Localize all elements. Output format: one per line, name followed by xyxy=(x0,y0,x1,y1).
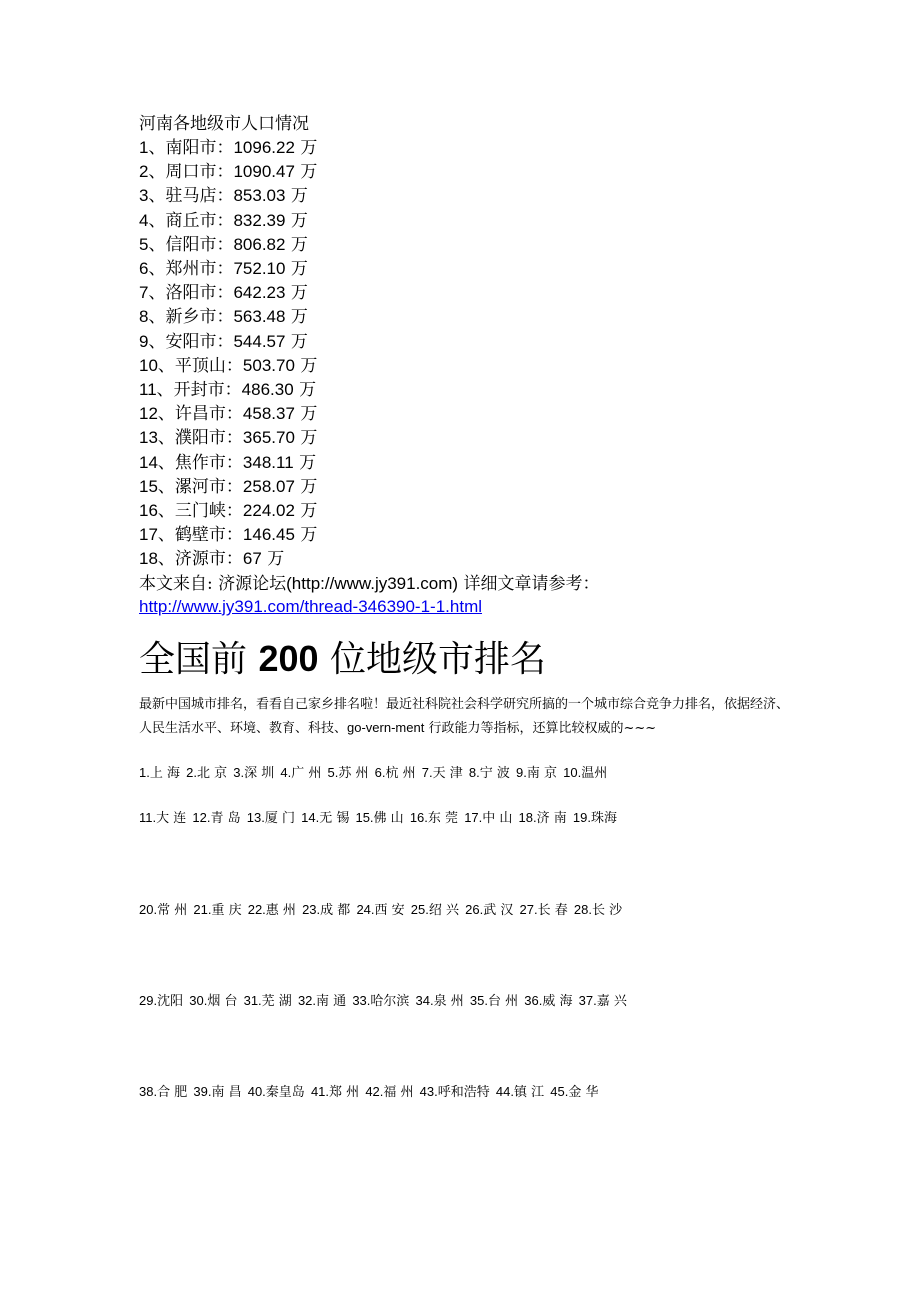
population-unit: 万 xyxy=(300,525,318,546)
ranking-number: 29. xyxy=(139,993,158,1008)
ranking-city: 杭 州 xyxy=(385,766,416,781)
population-item xyxy=(139,160,799,184)
population-unit: 万 xyxy=(300,355,318,376)
ranking-number: 25. xyxy=(410,902,429,917)
population-value: 224.02 xyxy=(242,501,295,521)
population-city: 开封市： xyxy=(173,380,242,401)
ranking-city: 南 昌 xyxy=(211,1085,242,1100)
ranking-number: 3. xyxy=(233,765,245,780)
ranking-row xyxy=(139,762,609,785)
ranking-city: 天 津 xyxy=(432,766,463,781)
ranking-row xyxy=(139,990,629,1013)
ranking-item xyxy=(328,766,369,781)
population-unit: 万 xyxy=(299,452,317,473)
ranking-item xyxy=(422,766,463,781)
ranking-row xyxy=(139,807,619,830)
population-rank: 11、 xyxy=(139,380,174,400)
ranking-number: 35. xyxy=(469,993,488,1008)
ranking-city: 秦皇岛 xyxy=(265,1085,305,1100)
ranking-city: 北 京 xyxy=(196,766,228,781)
ranking-item xyxy=(280,766,321,781)
ranking-item xyxy=(410,811,458,826)
ranking-city: 南 京 xyxy=(526,766,557,781)
ranking-city: 烟 台 xyxy=(207,994,238,1009)
ranking-number: 21. xyxy=(193,902,212,917)
population-item xyxy=(139,523,799,547)
population-unit: 万 xyxy=(300,404,318,425)
ranking-item xyxy=(139,811,186,826)
population-item xyxy=(139,281,799,305)
ranking-item xyxy=(579,994,627,1009)
ranking-item xyxy=(496,1085,544,1100)
source-suffix: 详细文章请参考： xyxy=(458,573,600,594)
population-city: 鹤壁市： xyxy=(174,525,243,546)
population-city: 洛阳市： xyxy=(165,283,234,304)
population-item xyxy=(139,499,799,523)
ranking-item xyxy=(193,1085,241,1100)
ranking-number: 22. xyxy=(247,902,266,917)
ranking-item xyxy=(550,1085,598,1100)
population-item xyxy=(139,209,799,233)
ranking-city: 无 锡 xyxy=(319,811,350,826)
population-rank: 1、 xyxy=(139,138,166,157)
population-city: 许昌市： xyxy=(174,404,243,425)
population-rank: 3、 xyxy=(139,186,166,206)
ranking-item xyxy=(139,1085,187,1100)
ranking-title-post: 位地级市排名 xyxy=(330,638,547,680)
population-item xyxy=(139,426,799,450)
population-item xyxy=(139,475,799,499)
ranking-city: 长 春 xyxy=(537,903,568,918)
population-value: 146.45 xyxy=(242,525,295,545)
ranking-item xyxy=(192,811,240,826)
population-item xyxy=(139,354,799,378)
ranking-item xyxy=(248,1085,305,1100)
ranking-number: 16. xyxy=(409,810,428,825)
document-page xyxy=(139,112,799,740)
population-city: 信阳市： xyxy=(165,234,234,255)
population-item xyxy=(139,233,799,257)
ranking-item xyxy=(520,903,568,918)
population-rank: 7、 xyxy=(139,283,166,303)
source-prefix: 本文来自: 济源论坛 xyxy=(139,573,287,594)
ranking-number: 32. xyxy=(297,993,317,1008)
population-value: 642.23 xyxy=(233,283,286,303)
ranking-city: 芜 湖 xyxy=(261,994,292,1009)
ranking-item xyxy=(563,766,607,781)
intro-part1: 最新中国城市排名，看看自己家乡排名啦！最近社科院社会科学研究所搞的一个城市综合竞争力排名，依据经济、人民生活水平、环境、教育、科技、 xyxy=(139,696,790,736)
population-value: 853.03 xyxy=(233,186,286,206)
population-rank: 2、 xyxy=(139,162,166,182)
ranking-number: 26. xyxy=(465,902,484,917)
ranking-number: 34. xyxy=(415,993,434,1008)
population-item xyxy=(139,257,799,281)
ranking-number: 45. xyxy=(550,1084,569,1099)
source-link-line xyxy=(139,596,799,618)
ranking-city: 东 莞 xyxy=(427,811,459,826)
population-city: 周口市： xyxy=(165,162,234,183)
ranking-city: 成 都 xyxy=(320,903,351,918)
ranking-city: 重 庆 xyxy=(211,903,242,918)
ranking-item xyxy=(248,903,296,918)
population-unit: 万 xyxy=(290,307,308,328)
population-unit: 万 xyxy=(300,138,318,158)
ranking-number: 2. xyxy=(186,765,197,780)
ranking-city: 珠海 xyxy=(590,811,617,826)
ranking-city: 苏 州 xyxy=(338,766,369,781)
ranking-number: 17. xyxy=(464,810,483,825)
population-item xyxy=(139,305,799,329)
ranking-city: 台 州 xyxy=(487,994,519,1009)
population-value: 563.48 xyxy=(233,307,286,327)
population-rank: 17、 xyxy=(139,525,175,545)
population-city: 济源市： xyxy=(174,549,243,570)
source-site: (http://www.jy391.com) xyxy=(286,573,459,593)
ranking-item xyxy=(186,766,227,781)
population-rank: 18、 xyxy=(139,549,175,569)
ranking-number: 12. xyxy=(192,810,211,825)
ranking-city: 厦 门 xyxy=(264,811,295,826)
ranking-number: 6. xyxy=(374,765,386,780)
ranking-number: 15. xyxy=(355,810,374,825)
ranking-item xyxy=(416,994,464,1009)
ranking-row xyxy=(139,1081,600,1104)
ranking-title-pre: 全国前 xyxy=(139,638,248,680)
population-title: 河南各地级市人口情况 xyxy=(139,114,309,134)
ranking-number: 41. xyxy=(310,1084,330,1099)
ranking-item xyxy=(524,994,572,1009)
ranking-city: 呼和浩特 xyxy=(437,1085,490,1100)
ranking-city: 中 山 xyxy=(482,811,513,826)
ranking-city: 广 州 xyxy=(291,766,322,781)
population-city: 南阳市： xyxy=(165,138,234,158)
ranking-number: 14. xyxy=(301,810,320,825)
population-unit: 万 xyxy=(290,283,308,304)
ranking-item xyxy=(298,994,346,1009)
ranking-number: 18. xyxy=(518,810,537,825)
ranking-city: 惠 州 xyxy=(265,903,296,918)
population-item xyxy=(139,402,799,426)
ranking-city: 深 圳 xyxy=(244,766,275,781)
ranking-number: 24. xyxy=(356,902,375,917)
ranking-number: 4. xyxy=(280,765,292,780)
ranking-item xyxy=(301,811,349,826)
intro-part2: 行政能力等指标，还算比较权威的~~~ xyxy=(424,720,657,736)
ranking-city: 哈尔滨 xyxy=(370,994,410,1009)
ranking-item xyxy=(139,766,180,781)
population-unit: 万 xyxy=(300,428,318,449)
population-unit: 万 xyxy=(290,186,308,207)
ranking-city: 佛 山 xyxy=(373,811,404,826)
source-line xyxy=(139,572,799,596)
ranking-title-num: 200 xyxy=(258,637,319,679)
ranking-number: 27. xyxy=(519,902,538,917)
ranking-number: 43. xyxy=(419,1084,438,1099)
population-rank: 9、 xyxy=(139,331,166,351)
ranking-number: 8. xyxy=(468,765,480,780)
ranking-number: 36. xyxy=(524,993,543,1008)
population-unit: 万 xyxy=(267,549,285,570)
ranking-city: 常 州 xyxy=(157,903,188,918)
ranking-number: 1. xyxy=(139,765,150,780)
ranking-city: 济 南 xyxy=(536,811,567,826)
ranking-item xyxy=(233,766,274,781)
ranking-city: 长 沙 xyxy=(591,903,623,918)
ranking-item xyxy=(355,811,403,826)
ranking-item xyxy=(193,903,241,918)
ranking-city: 南 通 xyxy=(316,994,347,1009)
ranking-city: 武 汉 xyxy=(483,903,514,918)
ranking-title xyxy=(139,634,799,685)
ranking-city: 威 海 xyxy=(542,994,573,1009)
ranking-number: 20. xyxy=(139,902,158,917)
ranking-city: 嘉 兴 xyxy=(596,994,627,1009)
ranking-item xyxy=(302,903,350,918)
ranking-item xyxy=(465,903,513,918)
ranking-city: 金 华 xyxy=(568,1085,599,1100)
population-value: 503.70 xyxy=(242,355,295,375)
population-value: 832.39 xyxy=(233,210,286,230)
ranking-number: 13. xyxy=(246,810,265,825)
population-value: 806.82 xyxy=(233,234,286,254)
population-unit: 万 xyxy=(300,476,318,497)
ranking-number: 11. xyxy=(139,810,157,825)
population-rank: 8、 xyxy=(139,307,166,327)
ranking-city: 泉 州 xyxy=(433,994,464,1009)
population-value: 67 xyxy=(242,549,262,569)
ranking-item xyxy=(189,994,237,1009)
population-unit: 万 xyxy=(290,210,308,231)
ranking-item xyxy=(519,811,567,826)
population-value: 1096.22 xyxy=(233,138,295,157)
ranking-item xyxy=(375,766,416,781)
population-value: 365.70 xyxy=(242,428,295,448)
population-city: 漯河市： xyxy=(174,476,243,497)
population-city: 濮阳市： xyxy=(174,428,243,449)
ranking-item xyxy=(469,766,510,781)
intro-latin: go-vern-ment xyxy=(347,719,425,735)
ranking-city: 青 岛 xyxy=(210,811,241,826)
ranking-number: 30. xyxy=(189,993,208,1008)
population-item xyxy=(139,378,799,402)
ranking-city: 沈阳 xyxy=(157,994,184,1009)
ranking-city: 温州 xyxy=(581,766,608,781)
population-city: 郑州市： xyxy=(165,259,234,280)
population-city: 平顶山： xyxy=(174,355,243,376)
ranking-item xyxy=(516,766,557,781)
population-value: 258.07 xyxy=(242,476,295,496)
population-rank: 13、 xyxy=(139,428,175,448)
population-value: 486.30 xyxy=(241,380,294,400)
ranking-item xyxy=(244,994,292,1009)
ranking-item xyxy=(365,1085,413,1100)
ranking-city: 上 海 xyxy=(149,766,180,781)
population-unit: 万 xyxy=(299,380,317,401)
population-item xyxy=(139,184,799,208)
ranking-city: 郑 州 xyxy=(329,1085,360,1100)
ranking-city: 大 连 xyxy=(156,811,187,826)
ranking-item xyxy=(352,994,409,1009)
ranking-number: 37. xyxy=(578,993,597,1008)
ranking-number: 9. xyxy=(516,765,527,780)
ranking-city: 西 安 xyxy=(374,903,405,918)
ranking-intro xyxy=(139,693,789,740)
population-city: 三门峡： xyxy=(174,501,243,522)
ranking-item xyxy=(411,903,459,918)
ranking-city: 福 州 xyxy=(383,1085,414,1100)
ranking-number: 10. xyxy=(563,765,582,780)
population-city: 商丘市： xyxy=(165,210,234,231)
population-unit: 万 xyxy=(300,501,318,522)
population-city: 安阳市： xyxy=(165,331,234,352)
ranking-number: 19. xyxy=(572,810,591,825)
population-unit: 万 xyxy=(300,162,318,183)
ranking-number: 5. xyxy=(327,765,339,780)
population-rank: 12、 xyxy=(139,404,175,424)
ranking-item xyxy=(464,811,512,826)
ranking-number: 31. xyxy=(243,993,262,1008)
ranking-number: 38. xyxy=(139,1084,158,1099)
population-rank: 15、 xyxy=(139,476,175,496)
population-city: 焦作市： xyxy=(174,452,243,473)
population-city: 新乡市： xyxy=(165,307,234,328)
source-link[interactable]: http://www.jy391.com/thread-346390-1-1.html xyxy=(139,596,483,616)
ranking-number: 7. xyxy=(421,765,433,780)
ranking-row xyxy=(139,899,624,922)
ranking-city: 绍 兴 xyxy=(428,903,460,918)
ranking-number: 42. xyxy=(365,1084,384,1099)
ranking-item xyxy=(420,1085,490,1100)
ranking-item xyxy=(574,903,622,918)
population-unit: 万 xyxy=(290,234,308,255)
population-item xyxy=(139,547,799,571)
population-rank: 16、 xyxy=(139,501,175,521)
population-value: 348.11 xyxy=(242,452,294,472)
population-value: 458.37 xyxy=(242,404,295,424)
ranking-item xyxy=(139,994,183,1009)
ranking-number: 44. xyxy=(495,1084,514,1099)
ranking-number: 23. xyxy=(302,902,321,917)
ranking-number: 28. xyxy=(573,902,592,917)
population-item xyxy=(139,451,799,475)
population-rank: 14、 xyxy=(139,452,175,472)
population-rank: 4、 xyxy=(139,210,166,230)
ranking-item xyxy=(311,1085,359,1100)
population-value: 752.10 xyxy=(233,259,286,279)
population-city: 驻马店： xyxy=(165,186,234,207)
population-value: 1090.47 xyxy=(233,162,295,182)
population-rank: 10、 xyxy=(139,355,175,375)
ranking-item xyxy=(356,903,404,918)
ranking-item xyxy=(139,903,187,918)
ranking-city: 宁 波 xyxy=(479,766,510,781)
population-value: 544.57 xyxy=(233,331,286,351)
ranking-number: 33. xyxy=(352,993,371,1008)
population-item xyxy=(139,330,799,354)
population-rank: 6、 xyxy=(139,259,166,279)
ranking-number: 39. xyxy=(193,1084,212,1099)
ranking-city: 合 肥 xyxy=(157,1085,188,1100)
population-item xyxy=(139,136,799,160)
ranking-item xyxy=(573,811,617,826)
population-rank: 5、 xyxy=(139,234,166,254)
population-unit: 万 xyxy=(290,259,308,280)
ranking-item xyxy=(247,811,295,826)
population-unit: 万 xyxy=(290,331,308,352)
population-list xyxy=(139,136,799,572)
ranking-number: 40. xyxy=(247,1084,266,1099)
ranking-item xyxy=(470,994,518,1009)
ranking-city: 镇 江 xyxy=(513,1085,545,1100)
